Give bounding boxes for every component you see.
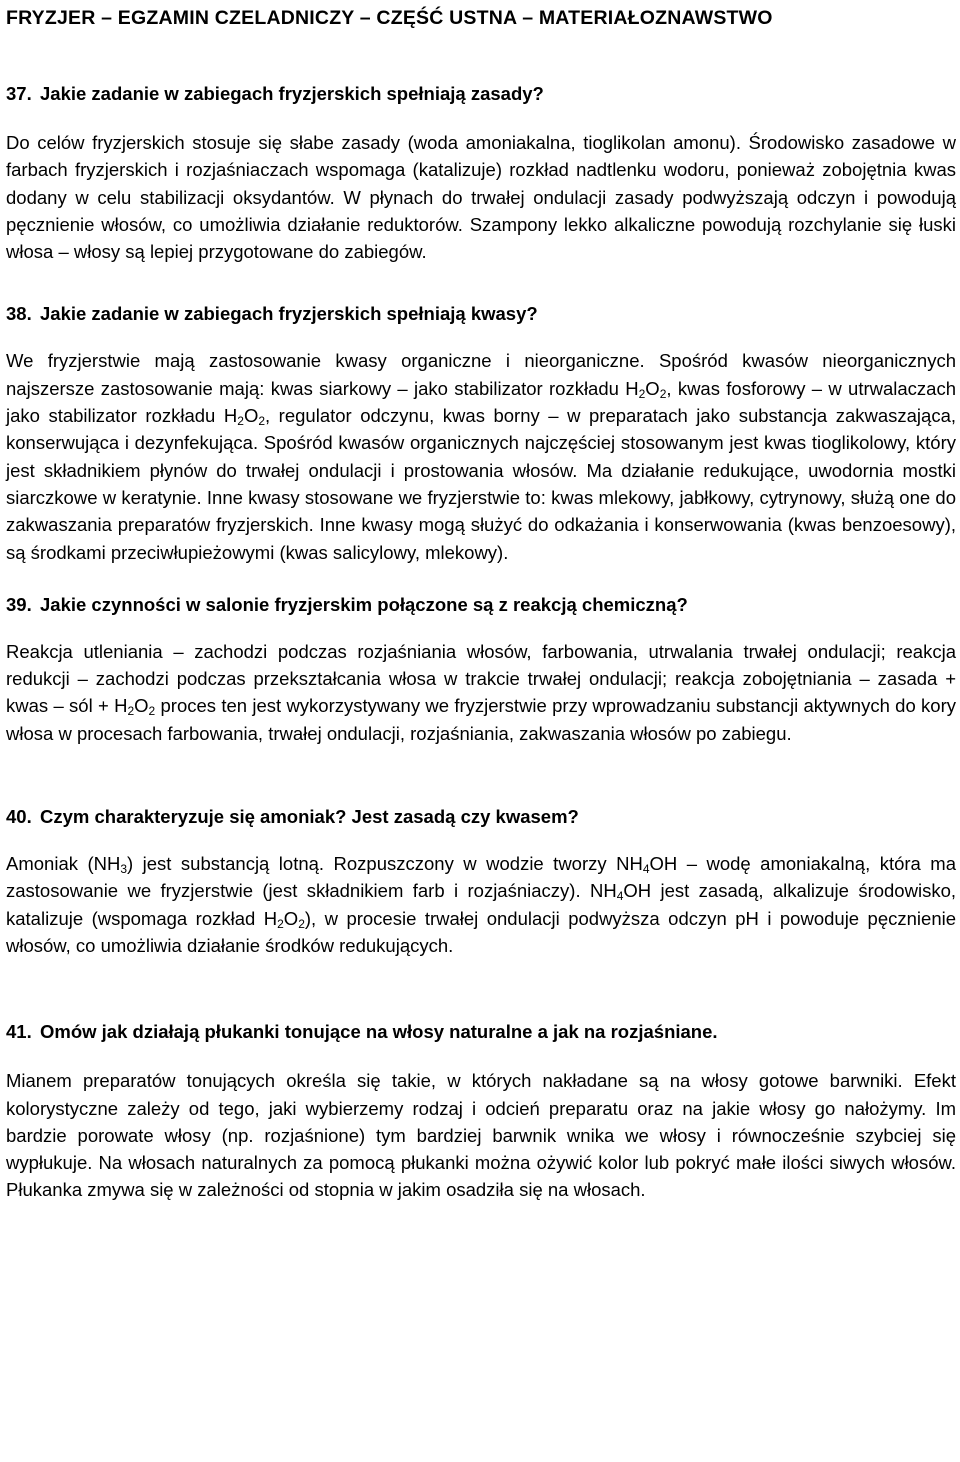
answer-text: OH – wodę amoniakalną, która ma zastosowanie we fryzjerstwie (jest składnikiem farb i rozjaśniaczy). NH (6, 853, 956, 902)
subscript: 2 (659, 386, 667, 401)
answer-39 (6, 638, 956, 747)
question-text: Jakie zadanie w zabiegach fryzjerskich spełniają zasady? (40, 83, 544, 104)
question-number: 40. (6, 806, 32, 828)
answer-text: ) jest substancją lotną. Rozpuszczony w wodzie tworzy NH (127, 853, 643, 875)
answer-37: Do celów fryzjerskich stosuje się słabe zasady (woda amoniakalna, tioglikolan amonu). Środowisko zasadowe w farbach fryzjerskich i rozjaśniaczach wspomaga (katalizuje) rozkład nadtlenku wodoru, ponieważ zobojętnia kwas dodany w celu stabilizacji oksydantów. W płynach do trwałej ondulacji zasady podwyższają odczyn i powodują pęcznienie włosów, co umożliwia działanie reduktorów. Szampony lekko alkaliczne powodują rozchylanie się łuski włosa – włosy są lepiej przygotowane do zabiegów. (6, 132, 956, 263)
subscript: 2 (638, 386, 646, 401)
subscript: 2 (127, 704, 135, 719)
answer-text: We fryzjerstwie mają zastosowanie kwasy organiczne i nieorganiczne. Spośród kwasów nieorganicznych najszersze zastosowanie mają: kwas siarkowy – jako stabilizator rozkładu H (6, 350, 956, 399)
document-page (6, 0, 956, 1204)
answer-text: OH jest zasadą, alkalizuje środowisko, katalizuje (wspomaga rozkład H (6, 880, 956, 929)
answer-text: ), w procesie trwałej ondulacji podwyższa odczyn pH i powoduje pęcznienie włosów, co umożliwia działanie środków redukujących. (6, 907, 957, 956)
question-number: 37. (6, 83, 32, 104)
question-number: 38. (6, 303, 32, 325)
subscript: 4 (642, 862, 650, 877)
subscript: 2 (148, 704, 156, 719)
answer-38 (6, 347, 956, 565)
answer-41: Mianem preparatów tonujących określa się takie, w których nakładane są na włosy gotowe barwniki. Efekt kolorystyczne zależy od tego, jaki wybierzemy rodzaj i odcień preparatu oraz na jakie włosy go nałożymy. Im bardzie porowate włosy (np. rozjaśnione) tym bardziej barwnik wnika we włosy i równocześnie szybciej się wypłukuje. Na włosach naturalnych za pomocą płukanki można ożywić kolor lub pokryć małe ilości siwych włosów. Płukanka zmywa się w zależności od stopnia w jakim osadziła się na włosach. (6, 1070, 956, 1201)
subscript: 2 (258, 414, 266, 429)
answer-text: O (134, 695, 149, 717)
question-40 (6, 804, 956, 830)
answer-text: , regulator odczynu, kwas borny – w preparatach jako substancja zakwaszająca, konserwująca i dezynfekująca. Spośród kwasów organicznych najczęściej stosowanym jest kwas tioglikolowy, który jest składnikiem płynów do trwałej ondulacji i prostowania włosów. Ma działanie redukujące, uwodornia mostki siarczkowe w keratynie. Inne kwasy stosowane we fryzjerstwie to: kwas mlekowy, jabłkowy, cytrynowy, służą one do zakwaszania preparatów fryzjerskich. Inne kwasy mogą służyć do odkażania i konserwowania (kwas benzoesowy), są środkami przeciwłupieżowymi (kwas salicylowy, mlekowy). (6, 405, 957, 563)
subscript: 3 (120, 862, 128, 877)
question-41 (6, 1019, 956, 1045)
answer-40 (6, 850, 956, 959)
answer-text: O (645, 377, 660, 399)
subscript: 2 (237, 414, 244, 429)
answer-text: proces ten jest wykorzystywany we fryzjerstwie przy wprowadzaniu substancji aktywnych do kory włosa w procesach farbowania, trwałej ondulacji, rozjaśniania, zakwaszania włosów po zabiegu. (6, 695, 956, 744)
question-text: Jakie zadanie w zabiegach fryzjerskich spełniają kwasy? (40, 303, 538, 325)
answer-text: Amoniak (NH (6, 853, 121, 875)
answer-text: O (243, 405, 259, 427)
page-header: FRYZJER – EGZAMIN CZELADNICZY – CZĘŚĆ USTNA – MATERIAŁOZNAWSTWO (6, 7, 773, 29)
question-39 (6, 592, 956, 618)
answer-text: , kwas fosforowy – w utrwalaczach jako stabilizator rozkładu H (6, 377, 956, 427)
subscript: 4 (616, 889, 624, 904)
question-text: Omów jak działają płukanki tonujące na włosy naturalne a jak na rozjaśniane. (40, 1021, 718, 1043)
answer-text: Reakcja utleniania – zachodzi podczas rozjaśniania włosów, farbowania, utrwalania trwałej ondulacji; reakcja redukcji – zachodzi podczas przekształcania włosa w trakcie trwałej ondulacji; reakcja zobojętniania – zasada + kwas – sól + H (6, 640, 956, 717)
subscript: 2 (277, 916, 284, 931)
question-text: Jakie czynności w salonie fryzjerskim połączone są z reakcją chemiczną? (40, 593, 688, 615)
answer-text: O (283, 907, 299, 929)
question-text: Czym charakteryzuje się amoniak? Jest zasadą czy kwasem? (40, 806, 579, 828)
question-37 (6, 81, 956, 107)
subscript: 2 (298, 916, 305, 931)
question-38 (6, 301, 956, 327)
question-number: 41. (6, 1021, 32, 1043)
question-number: 39. (6, 593, 32, 615)
